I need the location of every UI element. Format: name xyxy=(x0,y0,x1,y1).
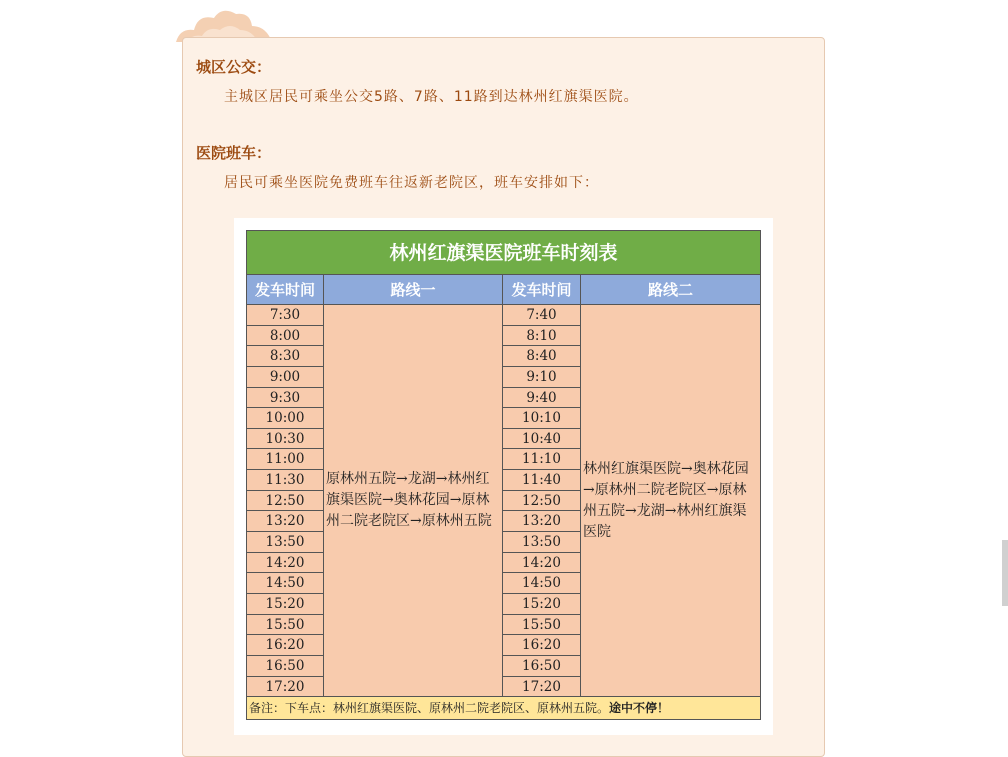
route1-time-cell: 8:30 xyxy=(246,346,324,367)
route1-time-cell: 12:50 xyxy=(246,491,324,512)
hospital-shuttle-title: 医院班车： xyxy=(196,144,272,162)
route1-time-cell: 16:20 xyxy=(246,635,324,656)
route2-time-cell: 12:50 xyxy=(503,491,581,512)
header-departure-time-2: 发车时间 xyxy=(503,275,581,305)
route1-time-cell: 10:00 xyxy=(246,408,324,429)
route2-time-cell: 7:40 xyxy=(503,305,581,326)
route2-time-cell: 11:10 xyxy=(503,449,581,470)
route1-time-cell: 17:20 xyxy=(246,677,324,698)
header-route-1: 路线一 xyxy=(324,275,503,305)
route1-time-cell: 15:20 xyxy=(246,594,324,615)
route2-time-cell: 17:20 xyxy=(503,677,581,698)
route2-time-cell: 16:50 xyxy=(503,656,581,677)
route2-time-cell: 14:20 xyxy=(503,553,581,574)
route2-stops: 林州红旗渠医院→奥林花园→原林州二院老院区→原林州五院→龙湖→林州红旗渠医院 xyxy=(581,305,761,697)
timetable-title: 林州红旗渠医院班车时刻表 xyxy=(246,230,761,275)
route2-time-cell: 11:40 xyxy=(503,470,581,491)
route1-time-column xyxy=(246,305,324,697)
hospital-shuttle-text: 居民可乘坐医院免费班车往返新老院区，班车安排如下： xyxy=(224,175,599,191)
route2-time-cell: 14:50 xyxy=(503,573,581,594)
route1-time-cell: 11:00 xyxy=(246,449,324,470)
route1-time-cell: 16:50 xyxy=(246,656,324,677)
route2-time-cell: 9:10 xyxy=(503,367,581,388)
header-departure-time-1: 发车时间 xyxy=(246,275,324,305)
route1-time-cell: 10:30 xyxy=(246,429,324,450)
route1-stops: 原林州五院→龙湖→林州红旗渠医院→奥林花园→原林州二院老院区→原林州五院 xyxy=(324,305,503,697)
route1-time-cell: 14:50 xyxy=(246,573,324,594)
city-bus-title: 城区公交： xyxy=(196,58,272,76)
timetable-header-row xyxy=(246,275,761,305)
route2-time-cell: 15:50 xyxy=(503,615,581,636)
route1-time-cell: 9:00 xyxy=(246,367,324,388)
note-no-stop: 途中不停！ xyxy=(609,701,670,716)
route2-time-cell: 10:40 xyxy=(503,429,581,450)
route1-time-cell: 9:30 xyxy=(246,388,324,409)
route2-time-cell: 15:20 xyxy=(503,594,581,615)
page-scrollbar[interactable] xyxy=(1002,540,1008,606)
city-bus-text: 主城区居民可乘坐公交5路、7路、11路到达林州红旗渠医院。 xyxy=(224,89,639,105)
shuttle-timetable xyxy=(246,230,761,720)
route2-time-cell: 10:10 xyxy=(503,408,581,429)
route1-time-cell: 13:50 xyxy=(246,532,324,553)
note-text: 备注：下车点：林州红旗渠医院、原林州二院老院区、原林州五院。 xyxy=(249,701,610,716)
route1-time-cell: 11:30 xyxy=(246,470,324,491)
route1-time-cell: 15:50 xyxy=(246,615,324,636)
route2-time-cell: 13:50 xyxy=(503,532,581,553)
route2-time-column xyxy=(503,305,581,697)
route2-time-cell: 13:20 xyxy=(503,511,581,532)
route1-time-cell: 8:00 xyxy=(246,326,324,347)
route2-time-cell: 8:10 xyxy=(503,326,581,347)
timetable-note xyxy=(246,697,761,720)
route2-time-cell: 8:40 xyxy=(503,346,581,367)
header-route-2: 路线二 xyxy=(581,275,761,305)
route1-time-cell: 14:20 xyxy=(246,553,324,574)
route1-time-cell: 7:30 xyxy=(246,305,324,326)
route2-time-cell: 16:20 xyxy=(503,635,581,656)
route1-time-cell: 13:20 xyxy=(246,511,324,532)
route2-time-cell: 9:40 xyxy=(503,388,581,409)
